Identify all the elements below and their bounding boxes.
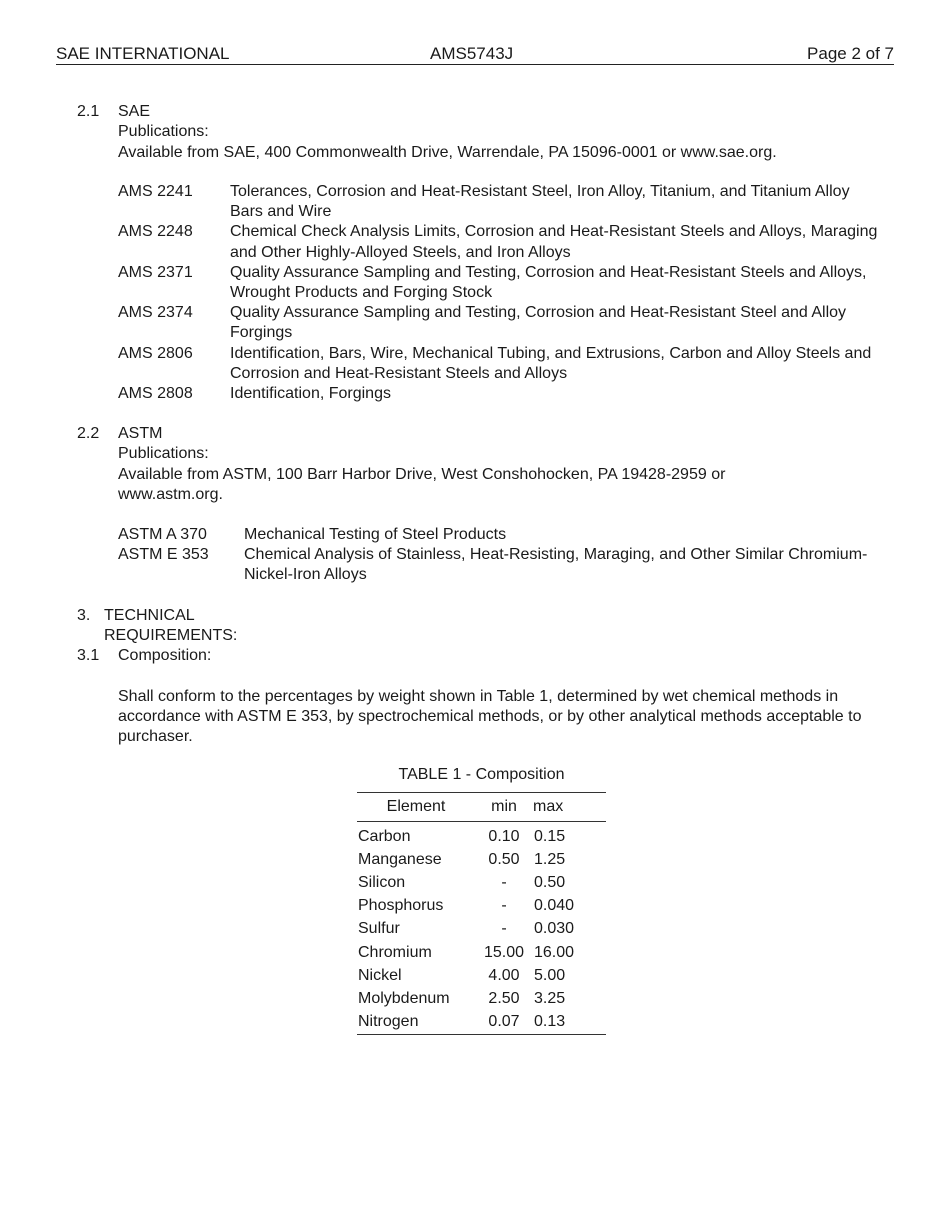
reference-code: AMS 2241 <box>118 183 193 200</box>
min-cell: 4.00 <box>488 966 520 984</box>
reference-title: Quality Assurance Sampling and Testing, Corrosion and Heat-Resistant Steel and Alloy Forgings <box>230 304 847 342</box>
element-cell: Chromium <box>358 943 432 961</box>
reference-title: Chemical Check Analysis Limits, Corrosion and Heat-Resistant Steels and Alloys, Maraging and Other Highly-Alloyed Steels, and Iron Alloys <box>230 223 878 261</box>
reference-title: Mechanical Testing of Steel Products <box>244 526 507 543</box>
min-cell: 2.50 <box>488 989 520 1007</box>
column-header-min: min <box>491 798 517 815</box>
composition-table <box>357 792 606 1035</box>
max-cell: 3.25 <box>534 989 566 1007</box>
astm-reference-list <box>118 525 878 586</box>
reference-code: AMS 2371 <box>118 263 193 281</box>
min-cell: - <box>501 897 507 915</box>
element-cell: Manganese <box>358 850 442 868</box>
reference-title: Quality Assurance Sampling and Testing, Corrosion and Heat-Resistant Steels and Alloys, Wrought Products and Forging Stock <box>230 263 867 302</box>
reference-code: AMS 2374 <box>118 304 193 322</box>
astm-availability-text: Available from ASTM, 100 Barr Harbor Drive, West Conshohocken, PA 19428-2959 or www.astm.org. <box>118 466 726 503</box>
section-title: Composition: <box>118 647 212 664</box>
max-cell: 0.030 <box>534 920 575 938</box>
table-row <box>357 941 606 964</box>
table-row <box>357 918 606 941</box>
reference-item <box>118 263 878 303</box>
max-cell: 0.15 <box>534 827 566 845</box>
table-row <box>357 987 606 1010</box>
reference-item <box>118 545 878 585</box>
reference-item <box>118 303 878 343</box>
reference-code: AMS 2808 <box>118 385 193 403</box>
max-cell: 5.00 <box>534 966 566 984</box>
reference-item <box>118 344 878 384</box>
min-cell: 0.07 <box>488 1013 520 1031</box>
element-cell: Silicon <box>358 873 406 891</box>
sae-availability-text: Available from SAE, 400 Commonwealth Drive, Warrendale, PA 15096-0001 or www.sae.org. <box>118 144 777 161</box>
min-cell: - <box>501 920 507 938</box>
reference-item <box>118 222 878 262</box>
composition-text: Shall conform to the percentages by weight shown in Table 1, determined by wet chemical methods in accordance with ASTM E 353, by spectrochemical methods, or by other analytical methods acceptable to purchaser. <box>118 688 862 745</box>
reference-code: AMS 2248 <box>118 223 193 241</box>
element-cell: Nitrogen <box>358 1013 419 1031</box>
min-cell: - <box>501 873 507 891</box>
section-title: TECHNICAL REQUIREMENTS: <box>104 607 238 644</box>
table-row <box>357 848 606 871</box>
table-row <box>357 964 606 987</box>
table-row <box>357 871 606 894</box>
element-cell: Phosphorus <box>358 897 444 915</box>
element-cell: Nickel <box>358 966 402 984</box>
header-organization: SAE INTERNATIONAL <box>56 44 230 63</box>
element-cell: Carbon <box>358 827 411 845</box>
column-header-element: Element <box>386 798 446 815</box>
reference-title: Identification, Forgings <box>230 385 391 403</box>
table-row <box>357 822 606 849</box>
min-cell: 0.10 <box>488 827 520 845</box>
reference-code: AMS 2806 <box>118 344 193 362</box>
min-cell: 0.50 <box>488 850 520 868</box>
max-cell: 0.13 <box>534 1013 566 1031</box>
reference-item <box>118 182 878 222</box>
max-cell: 1.25 <box>534 850 566 868</box>
table-header-row <box>357 793 606 822</box>
section-number: 3. <box>77 607 91 624</box>
reference-title: Tolerances, Corrosion and Heat-Resistant Steel, Iron Alloy, Titanium, and Titanium Alloy Bars and Wire <box>230 183 850 221</box>
page-header <box>56 43 894 65</box>
section-number: 3.1 <box>77 647 100 664</box>
sae-reference-list <box>118 182 878 404</box>
reference-title: Chemical Analysis of Stainless, Heat-Resisting, Maraging, and Other Similar Chromium-Nickel-Iron Alloys <box>244 546 868 584</box>
max-cell: 0.040 <box>534 897 575 915</box>
header-page-number: Page 2 of 7 <box>807 44 894 63</box>
table-row <box>357 1011 606 1035</box>
section-number: 2.1 <box>77 103 100 120</box>
max-cell: 0.50 <box>534 873 566 891</box>
max-cell: 16.00 <box>534 943 575 961</box>
element-cell: Sulfur <box>358 920 400 938</box>
reference-code: ASTM A 370 <box>118 526 207 543</box>
reference-code: ASTM E 353 <box>118 546 209 564</box>
min-cell: 15.00 <box>483 943 525 961</box>
table-caption: TABLE 1 - Composition <box>398 766 565 783</box>
section-title: ASTM Publications: <box>118 425 209 462</box>
header-document-id: AMS5743J <box>430 44 514 63</box>
table-row <box>357 895 606 918</box>
element-cell: Molybdenum <box>358 989 450 1007</box>
reference-item <box>118 384 878 404</box>
column-header-max: max <box>533 798 564 815</box>
reference-item <box>118 525 878 545</box>
section-number: 2.2 <box>77 425 100 442</box>
reference-title: Identification, Bars, Wire, Mechanical Tubing, and Extrusions, Carbon and Alloy Steels and Corrosion and Heat-Resistant Steels and Alloys <box>230 344 872 382</box>
section-title: SAE Publications: <box>118 103 209 140</box>
